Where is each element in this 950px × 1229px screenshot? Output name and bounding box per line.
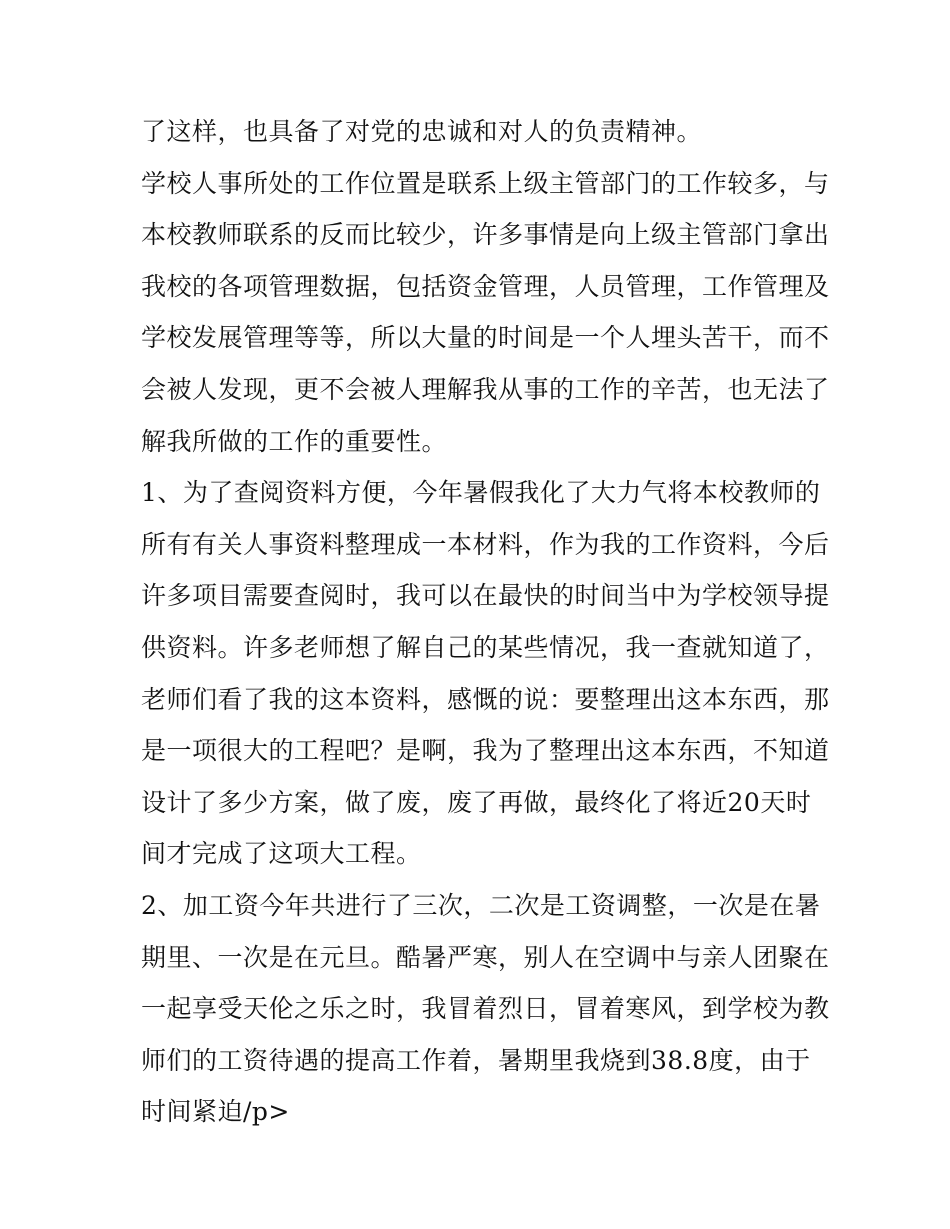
document-body [141,106,830,1138]
text-line: 学校发展管理等等，所以大量的时间是一个人埋头苦干，而不 [141,323,830,353]
text-line: 间才完成了这项大工程。 [141,839,422,869]
text-line: 了这样，也具备了对党的忠诚和对人的负责精神。 [141,117,703,146]
text-line: 供资料。许多老师想了解自己的某些情况，我一查就知道了， [141,632,830,662]
text-line: 所有有关人事资料整理成一本材料，作为我的工作资料，今后 [141,529,830,559]
text-line: 师们的工资待遇的提高工作着，暑期里我烧到38.8度，由于 [141,1045,811,1075]
text-line: 老师们看了我的这本资料，感慨的说：要整理出这本东西，那 [141,684,830,714]
text-line: 我校的各项管理数据，包括资金管理，人员管理，工作管理及 [141,271,830,301]
text-line: 是一项很大的工程吧？是啊，我为了整理出这本东西，不知道 [141,736,830,766]
text-line: 2、加工资今年共进行了三次，二次是工资调整，一次是在暑 [141,890,821,920]
text-line: 时间紧迫/p> [141,1097,290,1127]
text-line: 设计了多少方案，做了废，废了再做，最终化了将近20天时 [141,787,812,817]
text-line: 许多项目需要查阅时，我可以在最快的时间当中为学校领导提 [141,581,830,611]
text-line: 一起享受天伦之乐之时，我冒着烈日，冒着寒风，到学校为教 [141,994,830,1024]
text-line: 1、为了查阅资料方便，今年暑假我化了大力气将本校教师的 [141,478,821,508]
text-line: 会被人发现，更不会被人理解我从事的工作的辛苦，也无法了 [141,374,830,404]
text-line: 解我所做的工作的重要性。 [141,426,448,456]
text-line: 本校教师联系的反而比较少，许多事情是向上级主管部门拿出 [141,220,830,250]
text-line: 学校人事所处的工作位置是联系上级主管部门的工作较多，与 [141,168,830,198]
text-line: 期里、一次是在元旦。酷暑严寒，别人在空调中与亲人团聚在 [141,942,830,972]
